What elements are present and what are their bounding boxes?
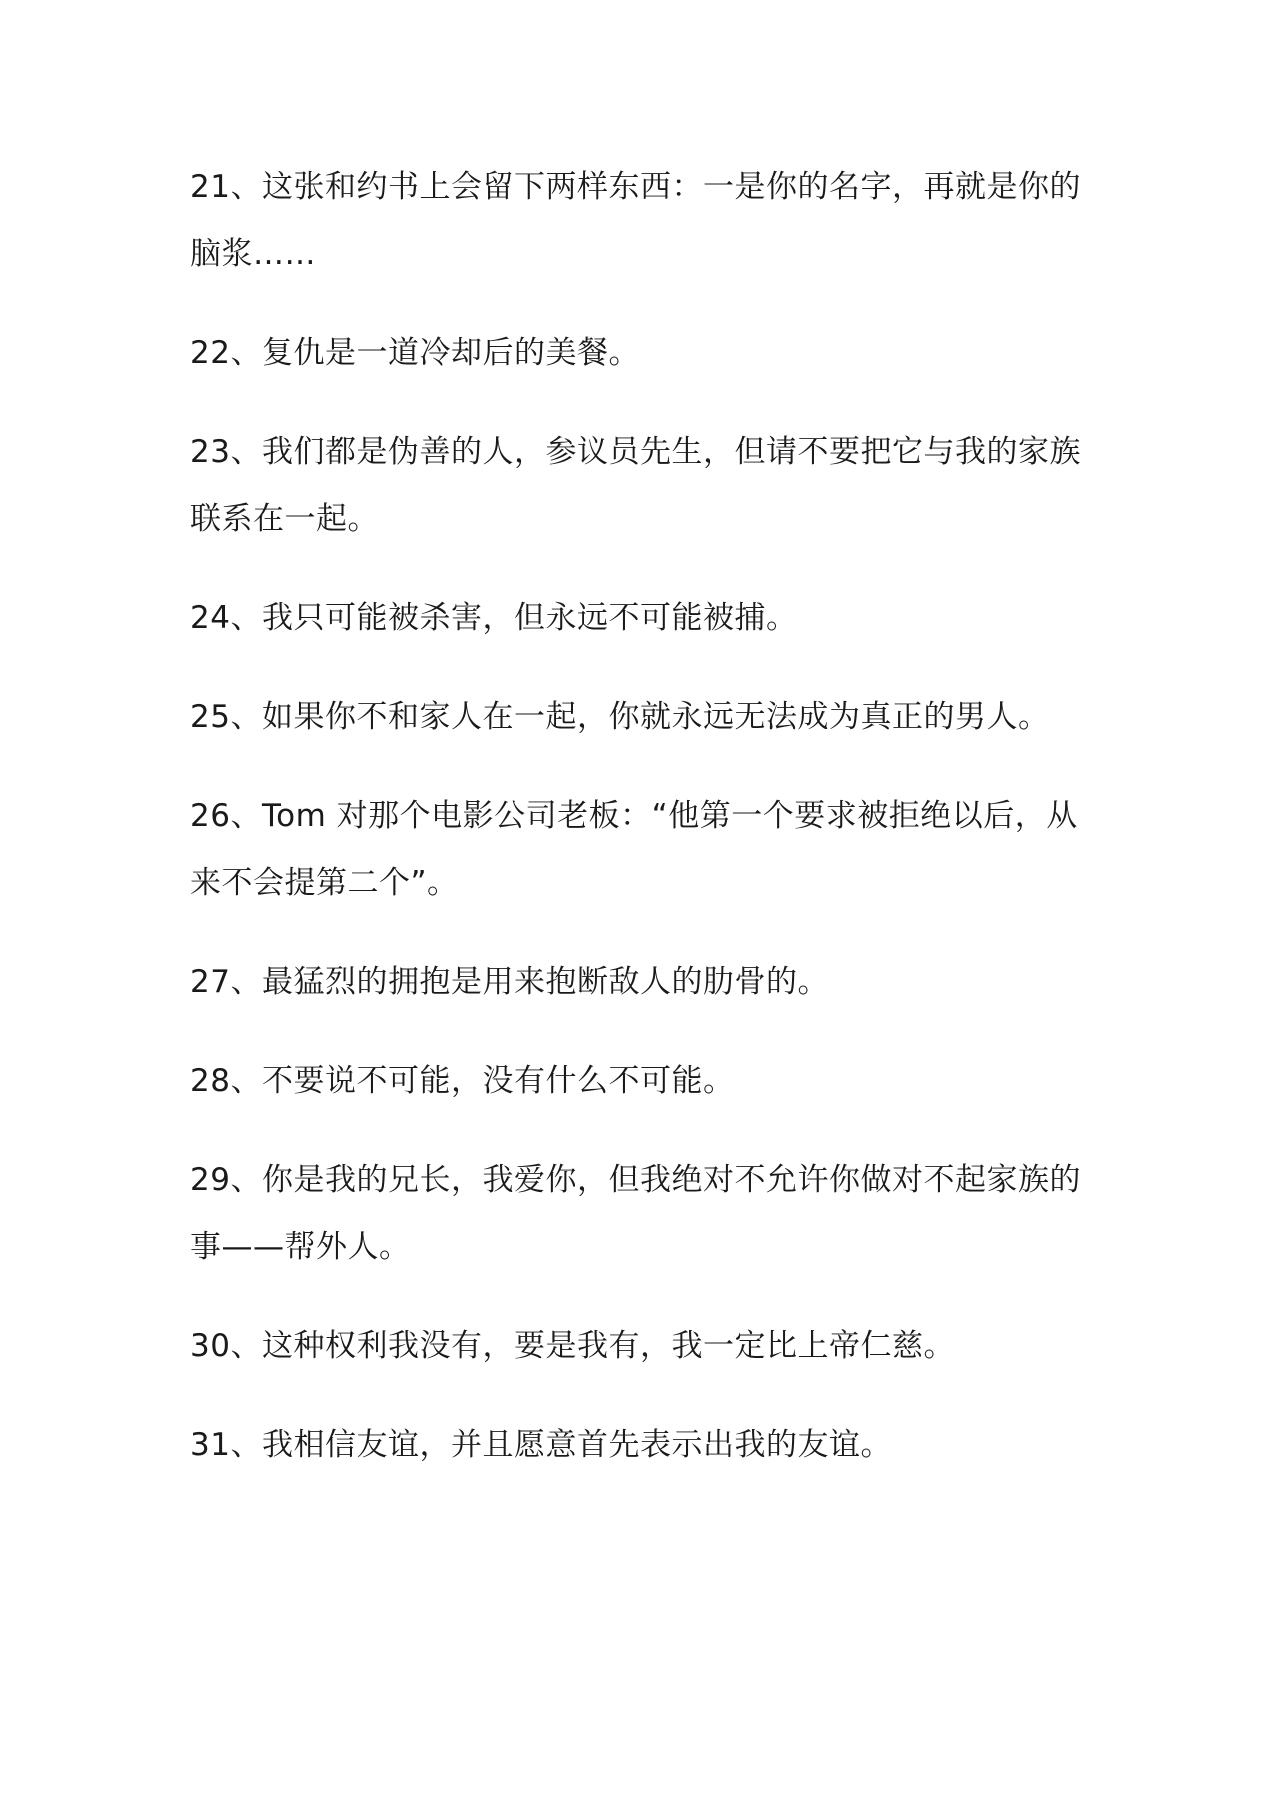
quote-item: 22、复仇是一道冷却后的美餐。 [190, 335, 640, 371]
quote-item: 27、最猛烈的拥抱是用来抱断敌人的肋骨的。 [190, 964, 829, 1000]
quote-item: 24、我只可能被杀害，但永远不可能被捕。 [190, 600, 798, 636]
quote-item: 25、如果你不和家人在一起，你就永远无法成为真正的男人。 [190, 699, 1050, 735]
quote-list [190, 154, 1085, 1511]
quote-item: 26、Tom 对那个电影公司老板：“他第一个要求被拒绝以后，从来不会提第二个”。 [190, 798, 1078, 901]
quote-item: 31、我相信友谊，并且愿意首先表示出我的友谊。 [190, 1427, 892, 1463]
quote-item: 29、你是我的兄长，我爱你，但我绝对不允许你做对不起家族的事——帮外人。 [190, 1162, 1081, 1265]
quote-item: 28、不要说不可能，没有什么不可能。 [190, 1063, 735, 1099]
quote-item: 23、我们都是伪善的人，参议员先生，但请不要把它与我的家族联系在一起。 [190, 434, 1081, 537]
quote-item: 30、这种权利我没有，要是我有，我一定比上帝仁慈。 [190, 1328, 955, 1364]
quote-item: 21、这张和约书上会留下两样东西：一是你的名字，再就是你的脑浆…… [190, 169, 1081, 272]
